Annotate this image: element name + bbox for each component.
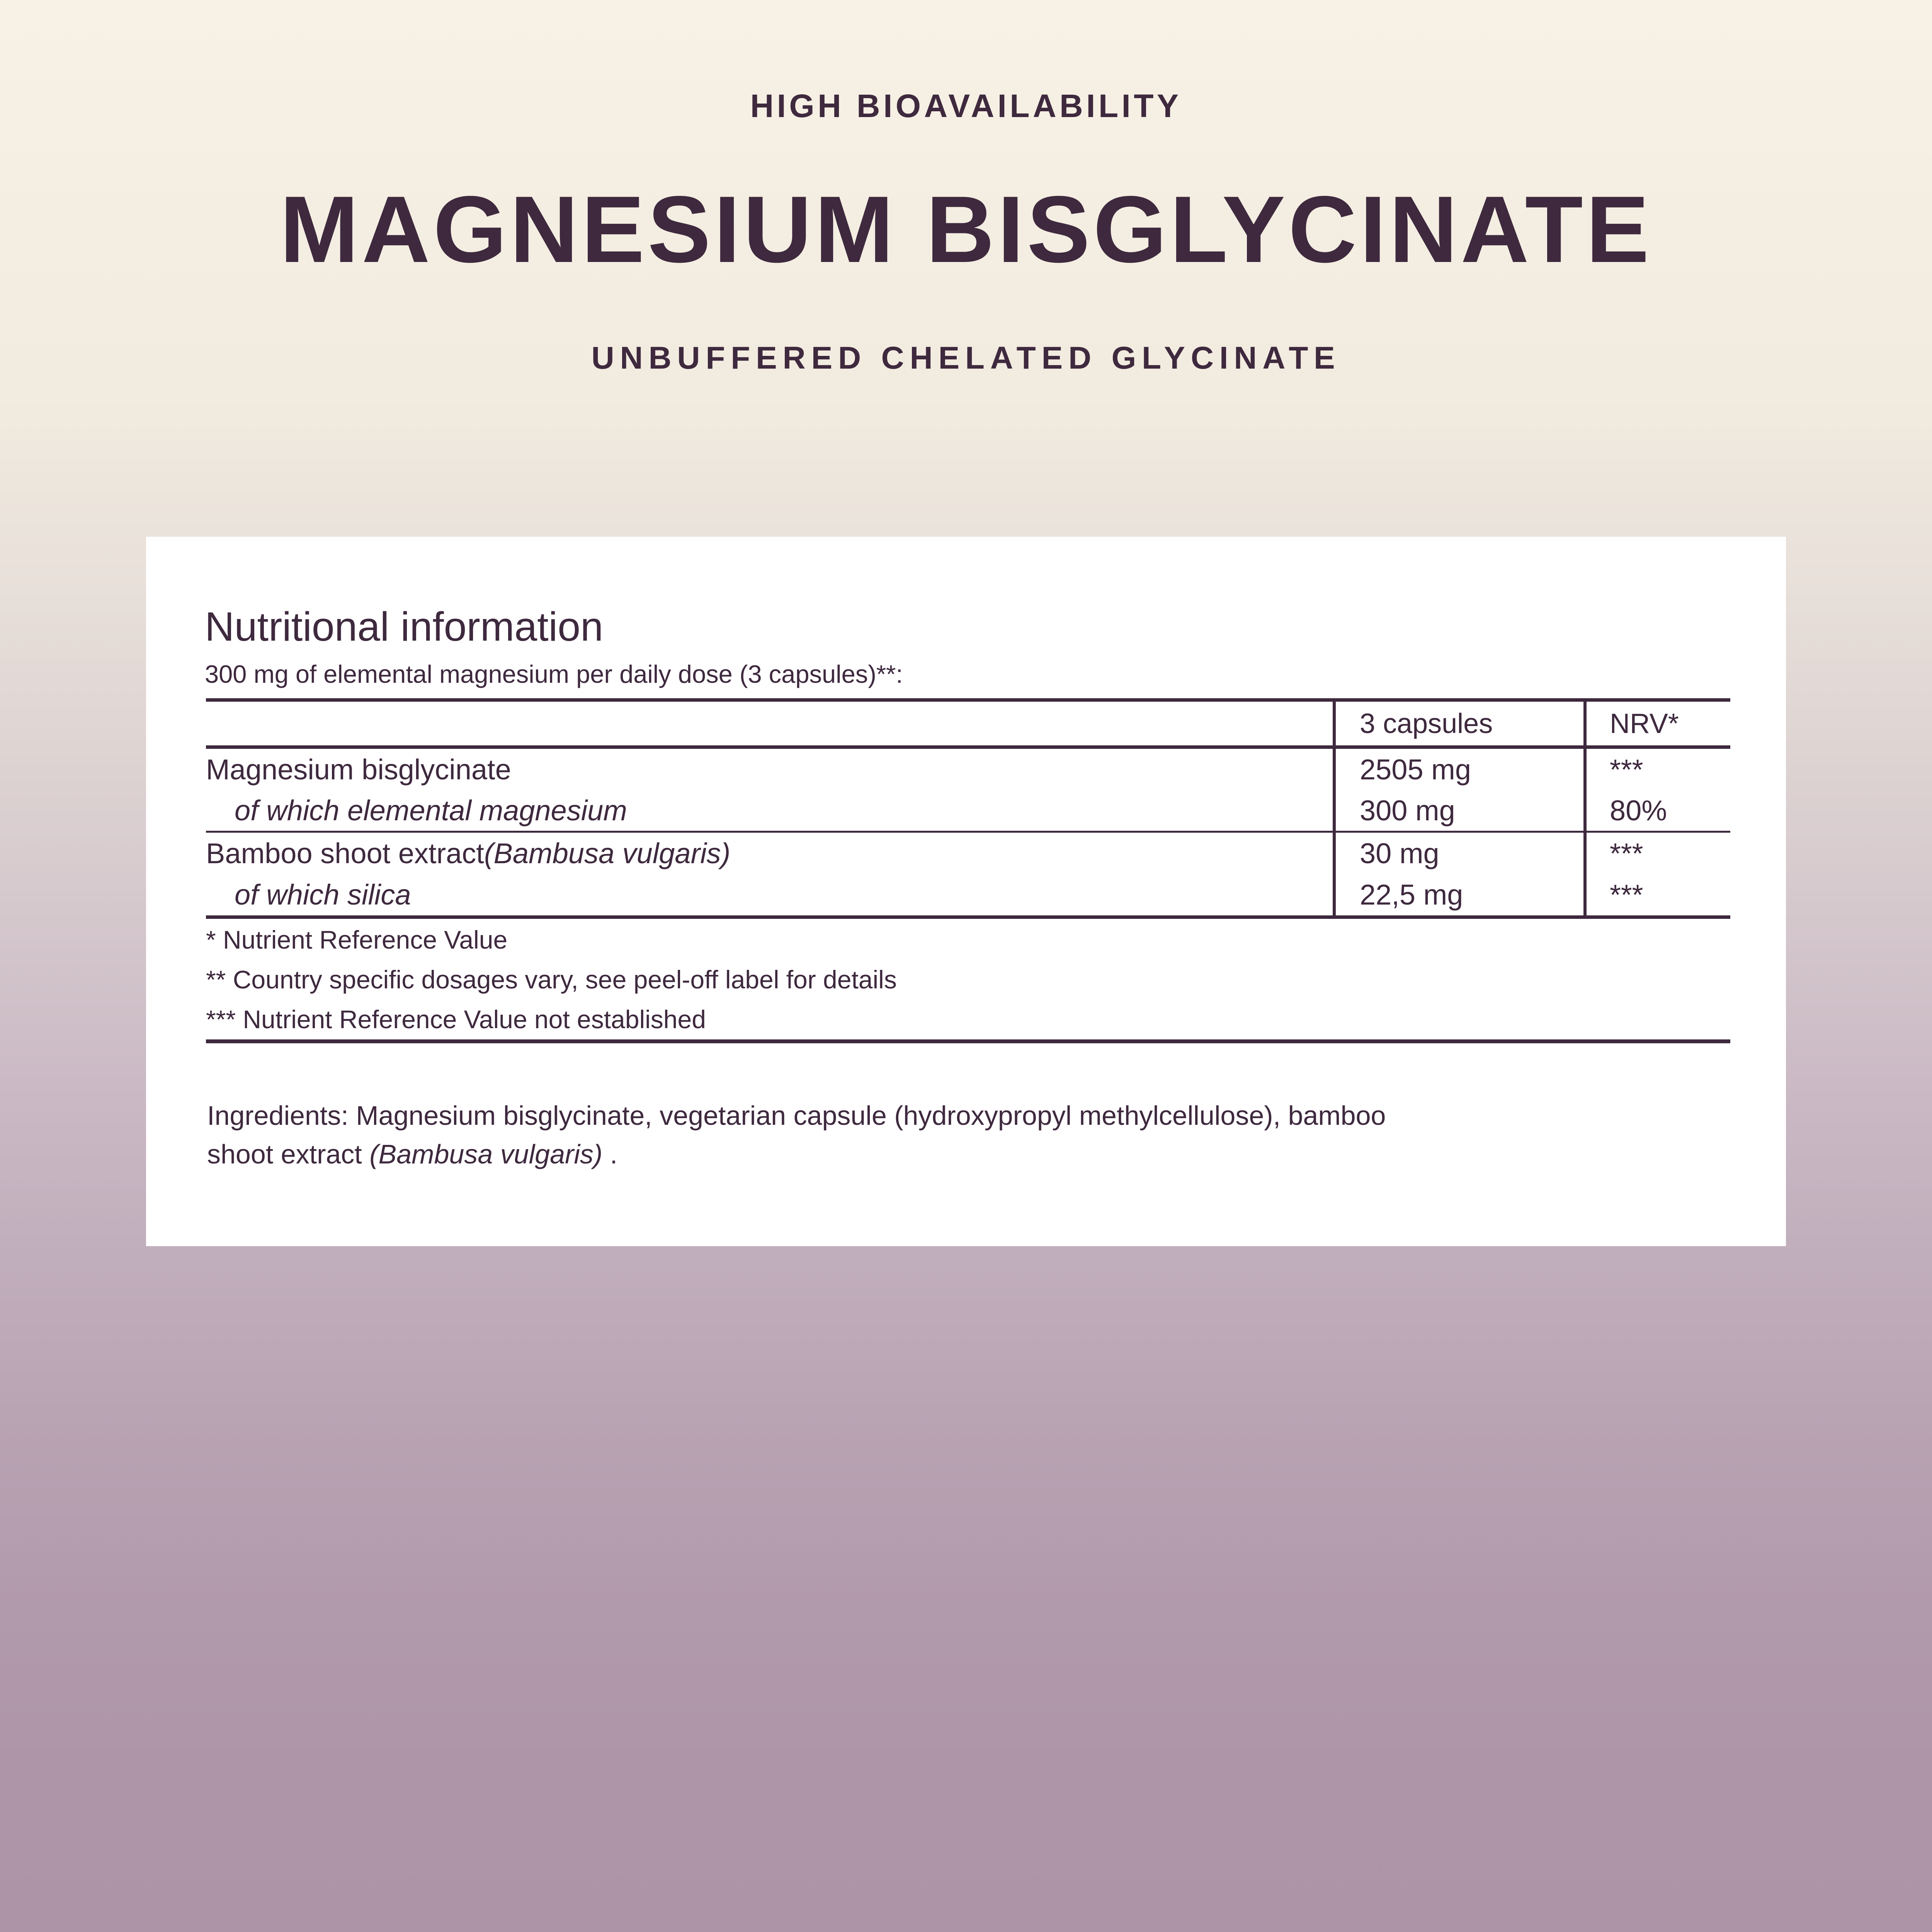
row-value-silica: 22,5 mg	[1333, 874, 1583, 915]
footnote-not-established: *** Nutrient Reference Value not established	[206, 1005, 706, 1034]
nutrition-table	[206, 698, 1730, 919]
header-cell-nrv: NRV*	[1583, 702, 1730, 745]
row-label-bamboo-latin: (Bambusa vulgaris)	[484, 837, 731, 869]
row-label-silica: of which silica	[235, 879, 411, 911]
nutrition-heading: Nutritional information	[205, 604, 604, 650]
row-value-magnesium: 2505 mg	[1333, 749, 1583, 790]
row-value-elemental: 300 mg	[1333, 790, 1583, 831]
table-header-row	[206, 702, 1730, 749]
header-cell-empty	[206, 702, 1333, 745]
row-value-bamboo: 30 mg	[1333, 833, 1583, 874]
ingredients-latin-name: (Bambusa vulgaris)	[369, 1139, 603, 1169]
row-label-magnesium: Magnesium bisglycinate	[206, 753, 511, 786]
ingredients-line-2	[207, 1135, 1733, 1173]
table-group-bamboo	[206, 833, 1730, 915]
eyebrow-text: HIGH BIOAVAILABILITY	[750, 88, 1182, 124]
row-label-bamboo	[206, 833, 1333, 874]
row-label-elemental: of which elemental magnesium	[235, 794, 627, 827]
table-group-magnesium	[206, 749, 1730, 833]
footnote-nrv: * Nutrient Reference Value	[206, 925, 508, 954]
row-nrv-elemental: 80%	[1583, 790, 1730, 831]
footnote-dosages: ** Country specific dosages vary, see peel-off label for details	[206, 965, 897, 994]
header-cell-capsules: 3 capsules	[1333, 702, 1583, 745]
subtitle-text: UNBUFFERED CHELATED GLYCINATE	[591, 340, 1341, 376]
ingredients-line-1: Ingredients: Magnesium bisglycinate, vegetarian capsule (hydroxypropyl methylcellulose), bamboo	[207, 1100, 1386, 1131]
ingredients-line-2-period: .	[610, 1139, 618, 1169]
row-nrv-bamboo: ***	[1583, 833, 1730, 874]
row-label-bamboo-prefix: Bamboo shoot extract	[206, 837, 484, 869]
row-nrv-silica: ***	[1583, 874, 1730, 915]
row-nrv-magnesium: ***	[1583, 749, 1730, 790]
ingredients-line-2-prefix: shoot extract	[207, 1139, 370, 1169]
nutrition-card	[146, 537, 1786, 1246]
ingredients-paragraph	[207, 1096, 1733, 1173]
dose-line: 300 mg of elemental magnesium per daily dose (3 capsules)**:	[205, 660, 903, 688]
footnotes-block	[206, 920, 1730, 1043]
page-title: MAGNESIUM BISGLYCINATE	[280, 176, 1652, 282]
